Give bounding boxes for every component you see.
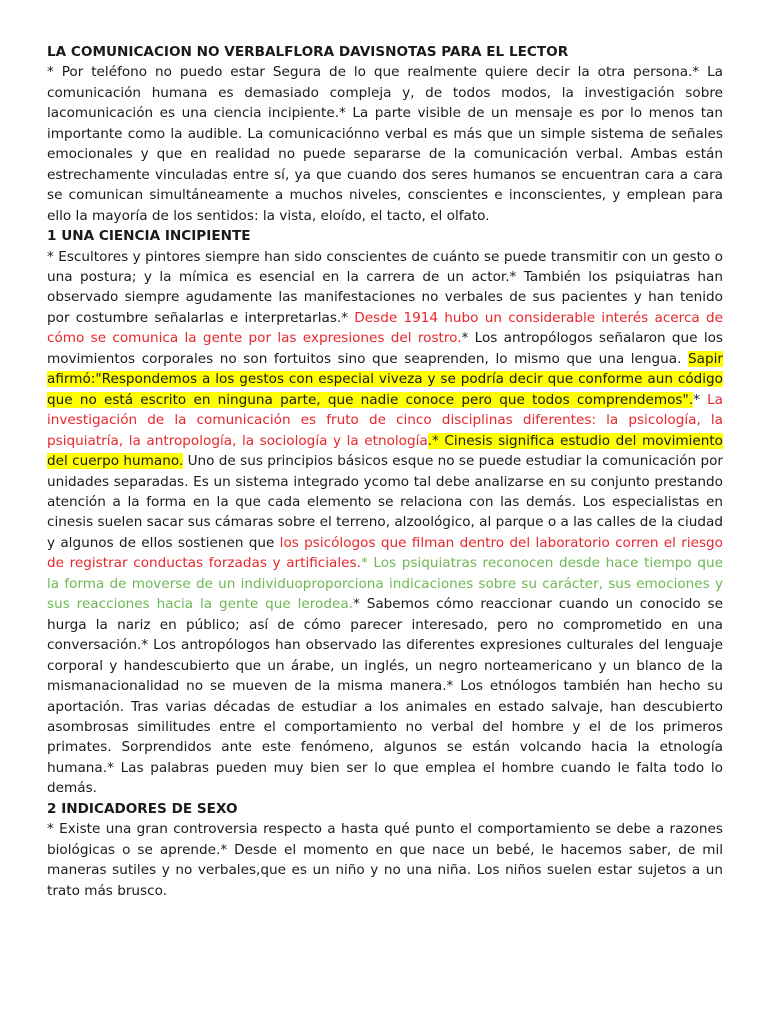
section-1-highlight-2: .* Cinesis significa estudio del movimiento del cuerpo humano. bbox=[47, 432, 723, 470]
section-1-text-2: * Los antropólogos señalaron que los movimientos corporales no son fortuitos sino que seaprenden, lo mismo que una lengua. bbox=[47, 330, 724, 367]
intro-paragraph: * Por teléfono no puedo estar Segura de lo que realmente quiere decir la otra persona.* La comunicación humana es demasiado compleja y, de todos modos, la investigación sobre lacomunicación es una ciencia incipiente.* La parte visible de un mensaje es por lo menos tan importante como la audible. La comunicaciónno verbal es más que un simple sistema de señales emocionales y que en realidad no puede separarse de la comunicación verbal. Ambas están estrechamente vinculadas entre sí, ya que cuando dos seres humanos se encuentran cara a cara se comunican simultáneamente a muchos niveles, conscientes e inconscientes, y emplean para ello la mayoría de los sentidos: la vista, eloído, el tacto, el olfato. bbox=[47, 64, 723, 224]
section-1-red-text-2: La investigación de la comunicación es fruto de cinco disciplinas diferentes: la psicología, la psiquiatría, la antropología, la sociología y la etnología bbox=[47, 391, 723, 449]
section-1-text-1: * Escultores y pintores siempre han sido conscientes de cuánto se puede transmitir con un gesto o una postura; y la mímica es esencial en la carrera de un actor.* También los psiquiatras han observado siempre agudamente las manifestaciones no verbales de sus pacientes y han tenido por costumbre señalarlas e interpretarlas.* bbox=[47, 248, 723, 326]
section-1-green-text: * Los psiquiatras reconocen desde hace tiempo que la forma de moverse de un individuoproporciona indicaciones sobre su carácter, sus emociones y sus reacciones hacia la gente que lerodea. bbox=[47, 555, 723, 613]
section-1-text-5: * Sabemos cómo reaccionar cuando un conocido se hurga la nariz en público; así de cómo parecer interesado, pero no comprometido en una conversación.* Los antropólogos han observado las diferentes expresiones culturales del lenguaje corporal y handescubierto que un árabe, un inglés, un negro norteamericano y un blanco de la mismanacionalidad no se mueven de la misma manera.* Los etnólogos también han hecho su aportación. Tras varias décadas de estudiar a los animales en estado salvaje, han descubierto asombrosas similitudes entre el comportamiento no verbal del hombre y el de los primeros primates. Sorprendidos ante este fenómeno, algunos se están volcando hacia la etnología humana.* Las palabras pueden muy bien ser lo que emplea el hombre cuando le falta todo lo demás. bbox=[47, 596, 723, 797]
section-1-red-text-3: los psicólogos que filman dentro del laboratorio corren el riesgo de registrar conductas forzadas y artificiales. bbox=[47, 534, 723, 572]
section-2-heading: 2 INDICADORES DE SEXO bbox=[47, 800, 238, 817]
section-1-highlight-1: Sapir afirmó:"Respondemos a los gestos con especial viveza y se podría decir que conforme aun código que no está escrito en ninguna parte, que nadie conoce pero que todos comprendemos". bbox=[47, 350, 723, 408]
section-2-paragraph: * Existe una gran controversia respecto a hasta qué punto el comportamiento se debe a razones biológicas o se aprende.* Desde el momento en que nace un bebé, le hacemos saber, de mil maneras sutiles y no verbales,que es un niño y no una niña. Los niños suelen estar sujetos a un trato más brusco. bbox=[47, 821, 723, 899]
section-1-heading: 1 UNA CIENCIA INCIPIENTE bbox=[47, 228, 251, 245]
section-1-text-4: Uno de sus principios básicos esque no se puede estudiar la comunicación por unidades separadas. Es un sistema integrado ycomo tal debe analizarse en su conjunto prestando atención a la forma en la que cada elemento se relaciona con las demás. Los especialistas en cinesis suelen sacar sus cámaras sobre el terreno, alzoológico, al parque o a las calles de la ciudad y algunos de ellos sostienen que bbox=[47, 453, 724, 551]
document-title: LA COMUNICACION NO VERBALFLORA DAVISNOTAS PARA EL LECTOR bbox=[47, 44, 569, 60]
section-1-text-3: * bbox=[693, 391, 708, 408]
section-1-paragraph bbox=[47, 247, 723, 799]
section-1-red-text-1: Desde 1914 hubo un considerable interés acerca de cómo se comunica la gente por las expresiones del rostro. bbox=[47, 309, 723, 347]
